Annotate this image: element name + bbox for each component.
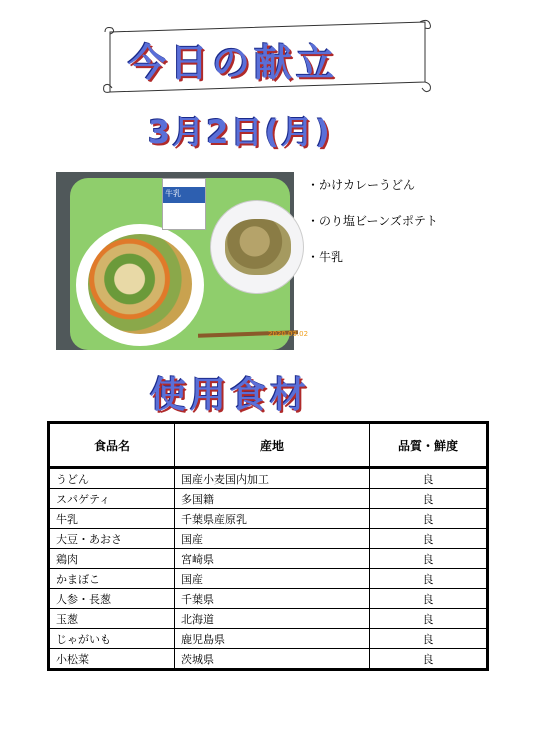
page-title: 今日の献立 — [128, 41, 339, 85]
table-row — [49, 589, 488, 609]
milk-carton-label: 牛乳 — [165, 189, 181, 198]
food-name-cell: 玉葱 — [49, 609, 175, 629]
food-name-cell: スパゲティ — [49, 489, 175, 509]
food-name-cell: 人参・長葱 — [49, 589, 175, 609]
quality-cell: 良 — [370, 569, 488, 589]
side-dish-plate — [210, 200, 304, 294]
menu-item: ・牛乳 — [307, 250, 344, 264]
origin-cell: 千葉県産原乳 — [175, 509, 370, 529]
tray — [70, 178, 309, 350]
origin-cell: 北海道 — [175, 609, 370, 629]
table-row — [49, 649, 488, 670]
table-header-row — [49, 423, 488, 468]
header-food-name: 食品名 — [49, 423, 175, 468]
meal-photo — [56, 172, 309, 350]
quality-cell: 良 — [370, 649, 488, 670]
quality-cell: 良 — [370, 629, 488, 649]
ingredients-title: 使用食材 — [150, 375, 311, 416]
quality-cell: 良 — [370, 549, 488, 569]
quality-cell: 良 — [370, 509, 488, 529]
menu-item: ・かけカレーうどん — [307, 178, 416, 192]
milk-carton — [162, 178, 206, 230]
quality-cell: 良 — [370, 489, 488, 509]
quality-cell: 良 — [370, 609, 488, 629]
table-row — [49, 489, 488, 509]
udon-bowl — [76, 224, 204, 346]
ingredients-table — [47, 421, 489, 671]
origin-cell: 茨城県 — [175, 649, 370, 670]
table-row — [49, 529, 488, 549]
food-name-cell: 大豆・あおさ — [49, 529, 175, 549]
food-name-cell: じゃがいも — [49, 629, 175, 649]
table-row — [49, 609, 488, 629]
food-name-cell: 小松菜 — [49, 649, 175, 670]
table-row — [49, 468, 488, 489]
origin-cell: 鹿児島県 — [175, 629, 370, 649]
table-row — [49, 509, 488, 529]
menu-item: ・のり塩ビーンズポテト — [307, 214, 438, 228]
origin-cell: 千葉県 — [175, 589, 370, 609]
table-row — [49, 569, 488, 589]
header-origin: 産地 — [175, 423, 370, 468]
origin-cell: 国産 — [175, 529, 370, 549]
menu-list — [307, 176, 438, 284]
origin-cell: 宮崎県 — [175, 549, 370, 569]
quality-cell: 良 — [370, 468, 488, 489]
table-row — [49, 549, 488, 569]
menu-date: 3月2日(月) — [148, 113, 332, 151]
origin-cell: 国産 — [175, 569, 370, 589]
photo-date-stamp: 2020.03.02 — [268, 330, 309, 338]
header-quality: 品質・鮮度 — [370, 423, 488, 468]
origin-cell: 国産小麦国内加工 — [175, 468, 370, 489]
food-name-cell: かまぼこ — [49, 569, 175, 589]
quality-cell: 良 — [370, 529, 488, 549]
food-name-cell: うどん — [49, 468, 175, 489]
food-name-cell: 牛乳 — [49, 509, 175, 529]
table-row — [49, 629, 488, 649]
food-name-cell: 鶏肉 — [49, 549, 175, 569]
quality-cell: 良 — [370, 589, 488, 609]
origin-cell: 多国籍 — [175, 489, 370, 509]
